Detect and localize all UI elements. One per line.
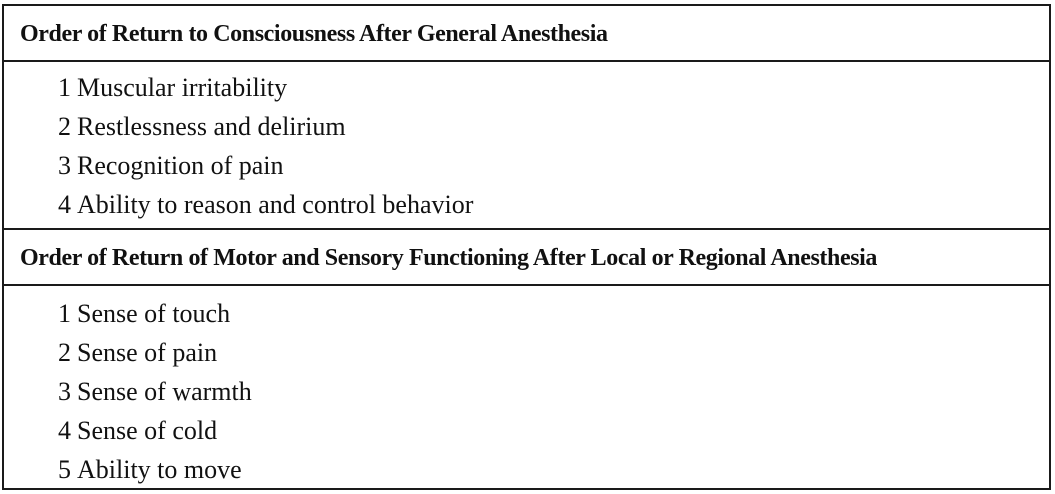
list-item xyxy=(58,68,1049,107)
list-item xyxy=(58,372,1049,411)
item-number: 1 xyxy=(58,299,71,328)
item-text: Ability to move xyxy=(77,455,242,484)
item-text: Muscular irritability xyxy=(77,73,288,102)
list-item xyxy=(58,146,1049,185)
item-number: 4 xyxy=(58,416,71,445)
item-number: 2 xyxy=(58,338,71,367)
list-item xyxy=(58,185,1049,224)
item-text: Sense of warmth xyxy=(77,377,252,406)
local-regional-anesthesia-list xyxy=(4,286,1049,489)
item-number: 4 xyxy=(58,190,71,219)
list-item xyxy=(58,107,1049,146)
item-text: Recognition of pain xyxy=(77,151,284,180)
section-header-local-regional-anesthesia: Order of Return of Motor and Sensory Functioning After Local or Regional Anesthesia xyxy=(4,228,1049,286)
list-item xyxy=(58,450,1049,489)
item-number: 3 xyxy=(58,151,71,180)
section-header-general-anesthesia: Order of Return to Consciousness After General Anesthesia xyxy=(4,6,1049,62)
list-item xyxy=(58,333,1049,372)
item-text: Ability to reason and control behavior xyxy=(77,190,474,219)
item-text: Sense of pain xyxy=(77,338,218,367)
item-text: Sense of cold xyxy=(77,416,218,445)
anesthesia-recovery-table xyxy=(2,4,1051,490)
item-text: Sense of touch xyxy=(77,299,231,328)
item-text: Restlessness and delirium xyxy=(77,112,346,141)
item-number: 2 xyxy=(58,112,71,141)
item-number: 5 xyxy=(58,455,71,484)
item-number: 3 xyxy=(58,377,71,406)
item-number: 1 xyxy=(58,73,71,102)
list-item xyxy=(58,411,1049,450)
general-anesthesia-list xyxy=(4,62,1049,228)
list-item xyxy=(58,294,1049,333)
